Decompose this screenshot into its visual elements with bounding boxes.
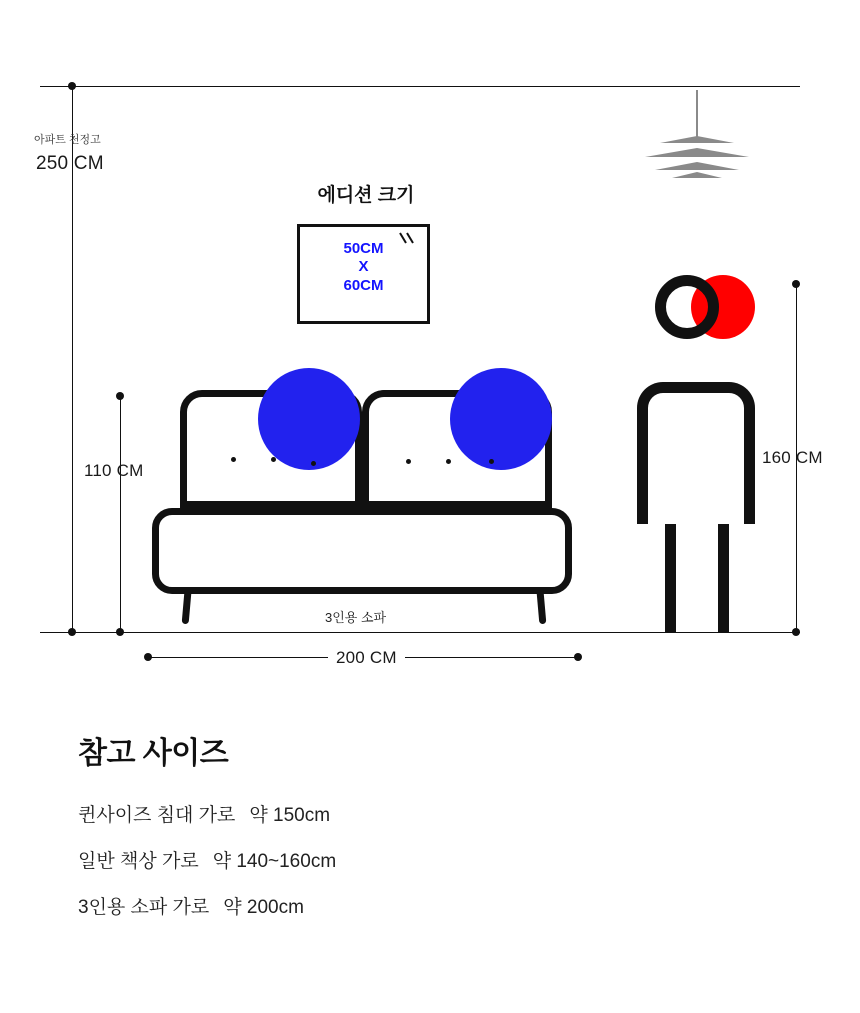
- frame-glint-icon: [398, 232, 416, 250]
- reference-row-value: 약 200cm: [223, 897, 304, 918]
- cushion-dot: [489, 459, 494, 464]
- cushion-dot: [446, 459, 451, 464]
- sofa-width-dot-left: [144, 653, 152, 661]
- sofa-leg-left: [182, 592, 192, 624]
- cushion-dot: [271, 457, 276, 462]
- floor-line: [40, 632, 800, 633]
- sofa-width-dot-right: [574, 653, 582, 661]
- sofa-height-value: 110 CM: [84, 461, 144, 480]
- lamp-shade-tier-2: [645, 148, 749, 157]
- edition-size-line-1: 50CM: [343, 240, 384, 257]
- reference-row: [78, 892, 304, 919]
- cushion-dot: [311, 461, 316, 466]
- person-height-dot-top: [792, 280, 800, 288]
- edition-size-title: 에디션 크기: [317, 185, 415, 206]
- blue-circle-right: [450, 368, 552, 470]
- sofa-width-value: 200 CM: [328, 648, 405, 668]
- person-height-value: 160 CM: [762, 448, 823, 467]
- reference-title: 참고 사이즈: [78, 737, 229, 770]
- sofa-leg-right: [537, 592, 547, 624]
- lamp-shade-tier-1: [660, 136, 734, 143]
- ceiling-line: [40, 86, 800, 87]
- person-leg-left: [665, 524, 676, 632]
- person-leg-right: [718, 524, 729, 632]
- cushion-dot: [231, 457, 236, 462]
- cushion-dot: [406, 459, 411, 464]
- sofa-caption: 3인용 소파: [325, 610, 387, 625]
- edition-size-line-2: X: [358, 258, 369, 276]
- edition-size-line-3: 60CM: [343, 276, 384, 294]
- reference-row: [78, 800, 330, 827]
- reference-row-value: 약 140~160cm: [212, 851, 337, 872]
- ceiling-value: 250 CM: [36, 153, 104, 174]
- ceiling-caption: 아파트 천정고: [34, 134, 101, 146]
- reference-row-label: 3인용 소파 가로: [78, 897, 210, 918]
- lamp-shade-tier-3: [655, 162, 739, 170]
- lamp-cord: [696, 90, 698, 138]
- person-head-ring: [655, 275, 719, 339]
- person-body: [637, 382, 755, 524]
- sofa-height-dimension-line: [120, 396, 121, 632]
- sofa-height-dot-top: [116, 392, 124, 400]
- reference-row-label: 일반 책상 가로: [78, 851, 199, 872]
- reference-row-label: 퀸사이즈 침대 가로: [78, 805, 236, 826]
- blue-circle-left: [258, 368, 360, 470]
- reference-row: [78, 846, 336, 873]
- lamp-shade-tier-4: [672, 172, 722, 178]
- reference-row-value: 약 150cm: [249, 805, 331, 826]
- sofa-seat: [152, 508, 572, 594]
